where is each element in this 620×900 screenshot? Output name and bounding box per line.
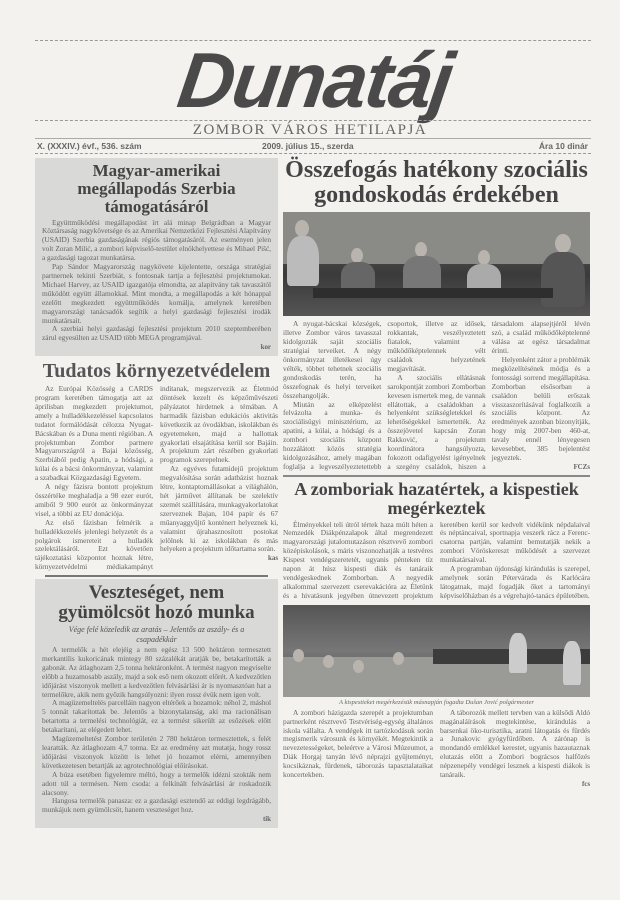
paragraph: A termelők a hét elejéig a nem egész 13 500 hektáron termesztett merkantilis kukoricának mintegy 80 százalékát aratják be, betakarították a gabonát. Az átlaghozam 2,5 tonna hektáronként. A termést nagyon megviselte előbb a huzamosabb aszály, majd a sok eső nem okozott előrét. A kedvezőtlen időjárást viszonyok mellett a kedvezőtlen felvásárlási ár is nyomasztóan hat a termelőkre, akik nem győzik hangsúlyozni: ilyen rossz évük nem igen volt.	[42, 645, 271, 699]
paragraph: Magüzemeltetést Zombor területén 2 780 hektáron termesztettek, s felét learatták. Az átlaghozam 4,7 tonna. Ez az eredmény azt mutatja, hogy rossz időjárási viszonyok között is lehet jó hozamot elérni, amennyiben következetesen betartják az agrotechnológiai előírásokat.	[42, 734, 271, 770]
paragraph: Miután az elképzelést felvázolta a munka- és szociálisügyi minisztérium, az apatini, a kúlai, a hódsági és a zombori szociális központ hozzálátott közös stratégia kidolgozásához, amely magában foglalja a legveszélyeztetettebb csoportok, illetve az idősek, rokkantak, veszélyeztetett fiatalok, valamint a működőképtelennek vélt családok helyzetének megjavítását.	[283, 319, 486, 471]
author-sign: kas	[268, 554, 278, 563]
paragraph: Pap Sándor Magyarország nagykövete kijelentette, országa stratégiai partnernek tekinti Szerbiát, s fontosnak tartja a fejlesztési projektumokat. Michael Harvey, az USAID igazgatója elmondta, az alapítvány tak tavaszától működött együtt államokkal. Mint mondta, a megállapodás a két hónappal ezelőtt megkezdett együttműködés kornálja, amelynek keretében magyarországi tanácsadók segítik a helyi gazdasági fejlesztési irodák munkatársait.	[42, 262, 271, 325]
author-sign: tik	[262, 815, 271, 824]
paragraph: Együttműködési megállapodást írt alá minap Belgrádban a Magyar Köztársaság nagykövetsége és az Amerikai Nemzetközi Fejlesztési Alapítvány (USAID) Szerbia gazdaságának régiós támogatásáról. Az eseményen jelen volt Zoran Milić, a zombori képviselő-testület elnökhelyettese és Mihael Pišć, a gazdasági tagozat munkatársa.	[42, 217, 271, 263]
rule	[35, 153, 591, 154]
author-sign: FCZs	[573, 462, 590, 471]
paragraph: A nyugat-bácskai községek, illetve Zombor város tavasszal kidolgozták saját szociális stratégiai terveiket. A négy önkormányzat illetékesei úgy vélték, többet tehetnek szociális gondoskodás terén, ha összefognak és helyi terveiket összehangolják.	[283, 319, 382, 400]
price: Ára 10 dinár	[538, 141, 588, 151]
paragraph: Az első fázisban felmérik a hulladékkezelés jelenlegi helyzetét és a polgárok ismereteit a hulladék szelektálásáról. Ezt követően tájékoztatási központot hoznak létre, környezetvédelmi médiakampányt indítanak, megszervezik az Életmód döntések kezelt és képzőművészeti pályázatot hirdetnek a témában. A harmadik fázisban edukációs aktivitás következik az óvodákban, iskolákban és egyetemeken, majd a hallottak gyakorlati elsajátítása kerül sor Bajáin. A projektum zárt részében gyakorlati programok szerepelnek.	[35, 384, 278, 572]
article-usaid	[35, 158, 278, 356]
masthead-logo: Dunatáj	[172, 36, 458, 124]
author-sign: kor	[260, 343, 271, 352]
article-subtitle: Vége felé közeledik az aratás – Jelentős az aszály- és a csapadékkár	[68, 625, 245, 644]
paragraph: A szerbiai helyi gazdasági fejlesztési projektum 2010 szeptemberében zárul egyesülten az USAID több MEGA programjával.	[42, 324, 271, 343]
article-social	[283, 158, 590, 472]
rule	[45, 575, 268, 577]
masthead-subtitle: ZOMBOR VÁROS HETILAPJA	[192, 122, 428, 138]
reception-photo	[283, 605, 590, 697]
paragraph: Hangosa termelők panasza: ez a gazdasági esztendő az eddigi legdrágább, munkájuk nem gyümölcsöt, hanem veszteséget hoz.	[42, 796, 271, 815]
article-title: A zomboriak hazatértek, a kispestiek megérkeztek	[294, 478, 579, 518]
article-title: Veszteséget, nem gyümölcsöt hozó munka	[58, 582, 255, 624]
article-harvest	[35, 579, 278, 828]
left-column	[35, 158, 278, 828]
right-column	[283, 158, 590, 789]
article-environment	[35, 361, 278, 572]
paragraph: Az Európai Közösség a CARDS program keretében támogatja azt az áprilisban megkezdett projektumot, amely a hulladékkezeléssel kapcsolatos tudatot formálódását célozza Nyugat-Bácskában és a Duna menti régióban. A projektumban Zombor partnere Magyarországról a Bajai közösség, Szerbiából pedig Apatin, a hódsági, a kúlai és a bácsi önkormányzat, valamint a szabadkai Közgazdasági Egyetem.	[35, 384, 153, 483]
article-title: Összefogás hatékony szociális gondoskodás érdekében	[285, 157, 588, 209]
author-sign: fcs	[581, 779, 590, 788]
meeting-photo	[283, 212, 590, 316]
paragraph: A négy fázisra bontott projektum összértéke meghaladja a 98 ezer eurót, amiből 9 900 eurót az önkormányzat visel, a többi az EU donációja.	[35, 482, 153, 518]
rule	[283, 475, 590, 477]
rule	[35, 120, 591, 121]
paragraph: A táborozók mellett tervben van a külsődi Aldó magánaláírások megtekintése, kirándulás a barsenkai öko-turisztika, aratni látogatás és fürdés a Junakovic gyógyfürdőben. A zárónap is mondandó emlékkel kerestet, ugyanis hazautaznak elutazás előtt a Zombori bográcsos halfőzés népzenepély vendégei lesznek a kispesti diákok is tanáraik.	[440, 707, 590, 780]
rule	[35, 138, 591, 139]
issue-number: X. (XXXIV.) évf., 536. szám	[37, 141, 142, 151]
issue-date: 2009. július 15., szerda	[262, 141, 354, 151]
article-kispest	[283, 480, 590, 789]
paragraph: Helyenként zátor a problémák megközelítésének módja és a fontossági sorrend megállapítása. Zomborban elsősorban a családon belüli erőszak visszaszorításával foglalkozik a szociális központ. Az eredmények azonban bizonyítják, hogy míg 2007-ben 460-at, tavaly ennél lényegesen kevesebbet, 385 bejelentést jegyeztek.	[491, 355, 590, 462]
paragraph: A szociális ellátásnak sarokpontját zombori Zomborban kevesen ismertek meg, de vannak ellátottak, a családokban a helyenként szükségletekkel és lehetőségekkel ismertették. Az összejövetel kapcsán Zoran Rakković, a projektum koordinátora hangsúlyozta, fokozott odafigyelést igényelnek a szegény családok, hiszen a társadalom alapsejtjéről lévén szó, a család működőképtelenné válása az egész társadalmat érinti.	[387, 319, 590, 471]
paragraph: A programban újdonsági kirándulás is szerepel, amelynek során Pétervárada és Karlócára látogatnak, majd fogadják őket a tartományi képviselőházban és a végrehajtó-tanács épületében.	[440, 564, 590, 600]
photo-caption: A kispestieket megérkezésük másnapján fogadta Dušan Jović polgármester	[338, 698, 535, 706]
paragraph: A zombori házigazda szerepét a projektumban partnerként résztvevő Testvériség-egység általános iskola vállalta. A vendégek itt tartózkodásuk során megismerik városunk és környékét. Megtekintik a nevezetességeket, beleértve a Városi Múzeumot, a Diák Horgaj tanyán lévő néprajzi gyűjteményt, kocsikáznak, fürdenek, táborozás tapasztalataikat koncertekben.	[283, 707, 433, 780]
article-title: Magyar-amerikai megállapodás Szerbia támogatásáról	[77, 161, 236, 216]
paragraph: Az egyéves futamidejű projektum megvalósítása során adatbázist hoznak létre, kontaptomállásokat a világhálón, hét járművet állítanak be szelektív szemét szállítására, munkagyakorlatokat szerveznek Bajan, 104 papír és 67 műanyaggyűjtő konténert helyeznek ki, valamint újrahasznosított postokat jelölnek ki az iskolákban és más helyeken a projektum időtartama során.	[160, 464, 278, 554]
paragraph: A búza esetében figyelemre méltó, hogy a termelők idézni szokták nem adott túl a termésen. Nem csoda: a felkínált felvásárlási ár roskadozik alacsony.	[42, 769, 271, 797]
article-title: Tudatos környezetvédelem	[42, 360, 271, 383]
paragraph: A magüzemeltelés parcelláin nagyon eltérőek a hozamok: néhol 2, máshol 5 tonnát takarítottak be. Jelentős a bizonytalanság, aki ma racionálisan betartotta a termelési technológiát, ez a termést sikerült az esőzések előtt betakarítani, az elégedett lehet.	[42, 698, 271, 735]
paragraph: Élményekkel teli útról tértek haza múlt héten a Nemzedék Diákpénzalapok által megrendezett magyarországi jutalomutazáson résztvevő zombori középiskolások, s máris viszonozhatják a testvéres Kispest vendégszeretetét, ugyanis pénteken tíz napon át húsz kispesti diák és tanáraik vendégeskednek Zomborban. A negyedik alkalommal szervezett cserevakációra az Életünk és a hivatásunk jegyében útnevezett projektum keretében kerül sor kedvelt vidékünk népdalaival és néptáncaival, sportnapja veszerk rácz a Ferenc-csatorna partján, valamint bemutatják nekik a zombori Vöröskereszt működését a szervezet munkatársaival.	[283, 519, 590, 600]
